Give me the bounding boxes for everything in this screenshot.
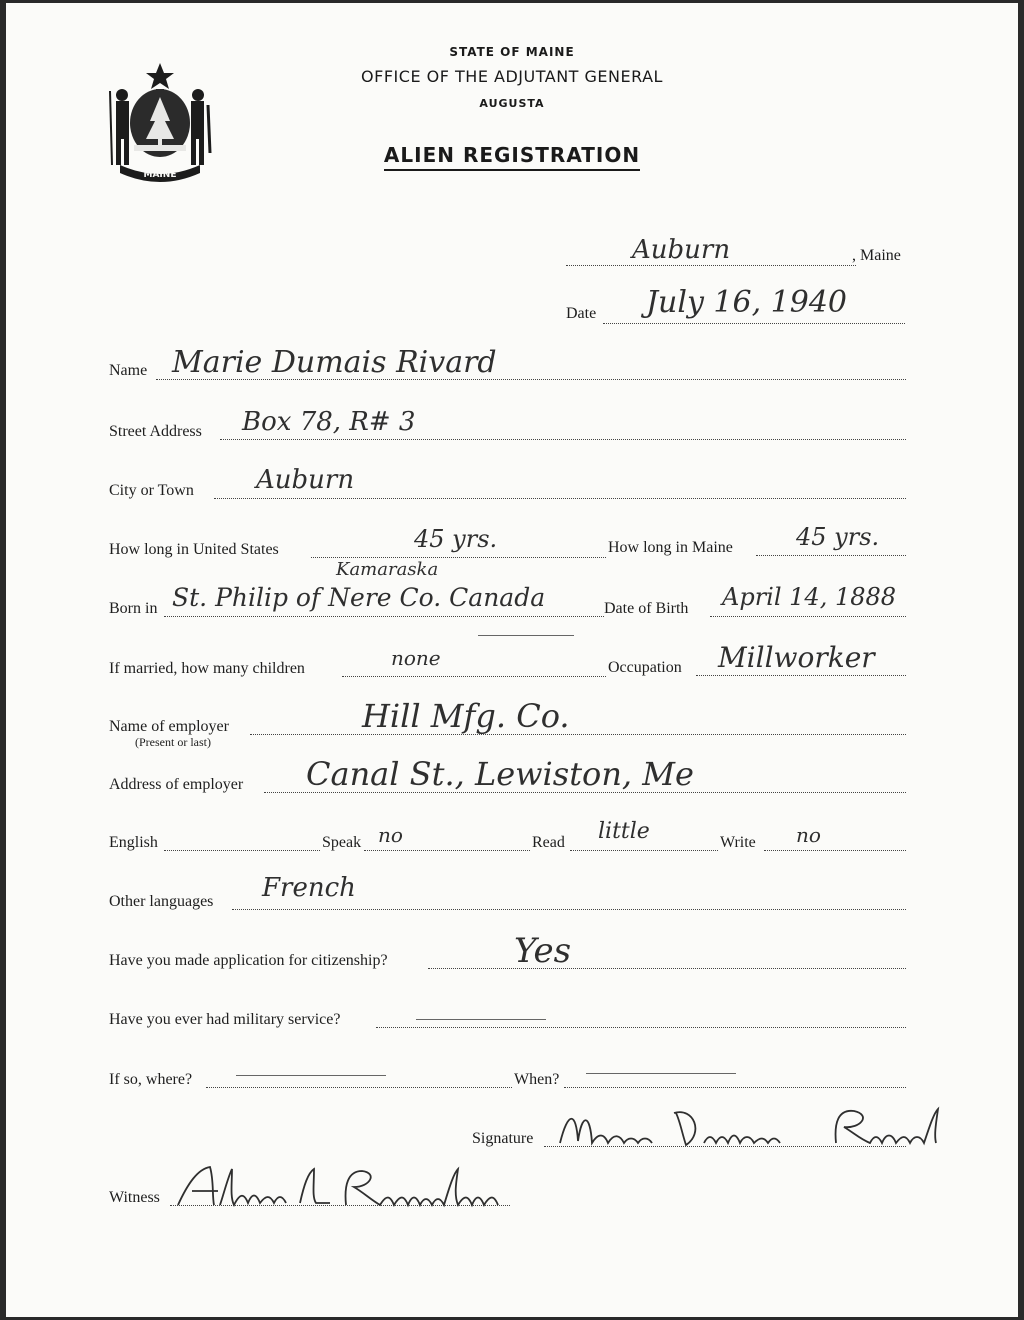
military-line bbox=[376, 1027, 906, 1028]
read-label: Read bbox=[532, 834, 565, 851]
date-label: Date bbox=[566, 305, 597, 322]
occupation-line bbox=[696, 675, 906, 676]
town-line bbox=[566, 265, 856, 266]
us-long-label: How long in United States bbox=[109, 541, 279, 558]
employer-line bbox=[250, 734, 906, 735]
other-lang-line bbox=[232, 909, 906, 910]
english-label: English bbox=[109, 834, 158, 851]
born-value: St. Philip of Nere Co. Canada bbox=[172, 583, 546, 612]
employer-addr-label: Address of employer bbox=[109, 776, 244, 793]
signature-label: Signature bbox=[472, 1130, 534, 1147]
write-value: no bbox=[796, 823, 821, 847]
employer-value: Hill Mfg. Co. bbox=[362, 697, 570, 735]
speak-line bbox=[364, 850, 530, 851]
maine-long-line bbox=[756, 555, 906, 556]
when-dash bbox=[586, 1073, 736, 1074]
children-label: If married, how many children bbox=[109, 660, 305, 677]
svg-text:MAINE: MAINE bbox=[143, 170, 177, 180]
when-line bbox=[564, 1087, 906, 1088]
maine-long-value: 45 yrs. bbox=[796, 523, 880, 551]
born-label: Born in bbox=[109, 600, 158, 617]
city-value: Auburn bbox=[256, 465, 355, 495]
header-state: STATE OF MAINE bbox=[449, 45, 575, 59]
military-dash bbox=[416, 1019, 546, 1020]
where-dash bbox=[236, 1075, 386, 1076]
witness-label: Witness bbox=[109, 1189, 160, 1206]
speak-label: Speak bbox=[322, 834, 362, 851]
write-label: Write bbox=[720, 834, 756, 851]
children-line bbox=[342, 676, 606, 677]
when-label: When? bbox=[514, 1071, 560, 1088]
form-title bbox=[6, 143, 1018, 167]
where-label: If so, where? bbox=[109, 1071, 193, 1088]
header-city: AUGUSTA bbox=[479, 97, 545, 110]
dob-value: April 14, 1888 bbox=[722, 583, 897, 611]
born-note-value: Kamaraska bbox=[336, 559, 439, 580]
form-title-text: ALIEN REGISTRATION bbox=[384, 143, 640, 171]
street-value: Box 78, R# 3 bbox=[242, 407, 416, 437]
header-office: OFFICE OF THE ADJUTANT GENERAL bbox=[361, 67, 663, 86]
date-line bbox=[603, 323, 905, 324]
signature-mark bbox=[554, 1103, 954, 1151]
employer-label: Name of employer bbox=[109, 718, 229, 735]
other-lang-label: Other languages bbox=[109, 893, 214, 910]
occupation-value: Millworker bbox=[718, 641, 875, 674]
name-label: Name bbox=[109, 362, 148, 379]
read-value: little bbox=[598, 819, 650, 844]
city-line bbox=[214, 498, 906, 499]
employer-sublabel: (Present or last) bbox=[135, 735, 211, 749]
english-line bbox=[164, 850, 320, 851]
speak-value: no bbox=[378, 823, 403, 847]
us-long-line bbox=[311, 557, 606, 558]
name-value: Marie Dumais Rivard bbox=[172, 345, 497, 380]
date-value: July 16, 1940 bbox=[646, 285, 848, 320]
occupation-label: Occupation bbox=[608, 659, 682, 676]
city-label: City or Town bbox=[109, 482, 194, 499]
citizenship-label: Have you made application for citizenship? bbox=[109, 952, 388, 969]
citizenship-value: Yes bbox=[514, 931, 572, 971]
witness-mark bbox=[174, 1163, 518, 1211]
dob-line bbox=[710, 616, 906, 617]
us-long-value: 45 yrs. bbox=[414, 525, 498, 553]
citizenship-line bbox=[428, 968, 906, 969]
where-line bbox=[206, 1087, 512, 1088]
employer-addr-value: Canal St., Lewiston, Me bbox=[306, 755, 694, 793]
street-label: Street Address bbox=[109, 423, 202, 440]
military-label: Have you ever had military service? bbox=[109, 1011, 341, 1028]
other-lang-value: French bbox=[262, 873, 356, 903]
read-line bbox=[570, 850, 718, 851]
write-line bbox=[764, 850, 906, 851]
street-line bbox=[220, 439, 906, 440]
dob-label: Date of Birth bbox=[604, 600, 689, 617]
born-line bbox=[164, 616, 604, 617]
born-underline bbox=[478, 635, 574, 636]
maine-long-label: How long in Maine bbox=[608, 539, 733, 556]
children-value: none bbox=[391, 646, 441, 670]
maine-label: , Maine bbox=[852, 247, 901, 264]
town-value: Auburn bbox=[632, 235, 731, 265]
